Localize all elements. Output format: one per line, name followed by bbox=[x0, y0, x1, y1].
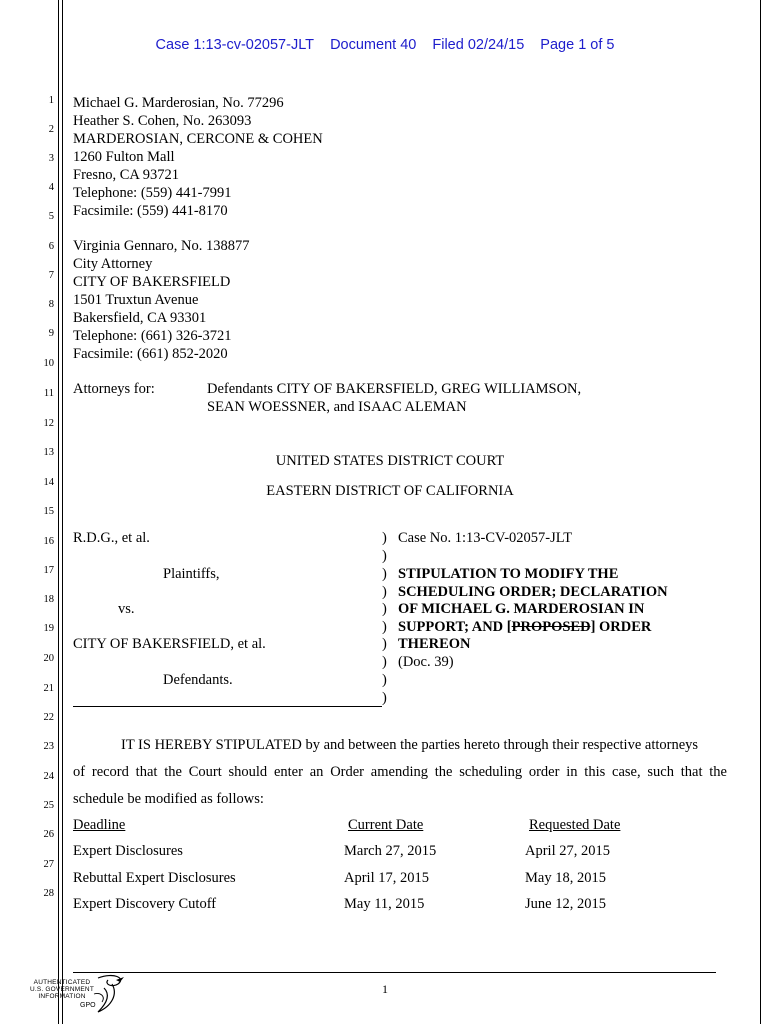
document-title-line: SCHEDULING ORDER; DECLARATION bbox=[398, 584, 668, 600]
table-cell-current: May 11, 2015 bbox=[344, 896, 425, 912]
ecf-header bbox=[0, 37, 770, 53]
table-cell-requested: April 27, 2015 bbox=[525, 843, 610, 859]
caption-paren: ) bbox=[382, 690, 387, 706]
line-number: 23 bbox=[43, 741, 54, 752]
seal-caption bbox=[28, 979, 96, 1000]
counsel-line: Telephone: (559) 441-7991 bbox=[73, 185, 232, 201]
counsel-line: Facsimile: (559) 441-8170 bbox=[73, 203, 228, 219]
table-cell-deadline: Expert Discovery Cutoff bbox=[73, 896, 217, 912]
plaintiff-name: R.D.G., et al. bbox=[73, 530, 150, 546]
attorneys-for-party: SEAN WOESSNER, and ISAAC ALEMAN bbox=[207, 399, 467, 415]
attorneys-for-label: Attorneys for: bbox=[73, 381, 155, 397]
seal-gpo-label: GPO bbox=[80, 1002, 96, 1009]
versus: vs. bbox=[118, 601, 135, 617]
line-number: 5 bbox=[48, 211, 54, 222]
left-margin-rule bbox=[58, 0, 59, 1024]
counsel-line: CITY OF BAKERSFIELD bbox=[73, 274, 231, 290]
table-cell-deadline: Expert Disclosures bbox=[73, 843, 183, 859]
counsel-line: 1501 Truxtun Avenue bbox=[73, 292, 199, 308]
stipulation-text-line: IT IS HEREBY STIPULATED by and between the parties hereto through their respective attorneys bbox=[121, 737, 699, 753]
caption-paren: ) bbox=[382, 601, 387, 617]
seal-text-line: AUTHENTICATED bbox=[33, 979, 91, 986]
counsel-line: Facsimile: (661) 852-2020 bbox=[73, 346, 228, 362]
case-number-caption: Case No. 1:13-CV-02057-JLT bbox=[398, 530, 573, 546]
counsel-line: Telephone: (661) 326-3721 bbox=[73, 328, 232, 344]
title-text: ] ORDER bbox=[590, 619, 652, 635]
line-number: 20 bbox=[43, 653, 54, 664]
footer-rule bbox=[73, 972, 716, 973]
line-number: 14 bbox=[43, 477, 54, 488]
court-district: EASTERN DISTRICT OF CALIFORNIA bbox=[266, 483, 514, 499]
line-number: 25 bbox=[43, 800, 54, 811]
caption-paren: ) bbox=[382, 636, 387, 652]
document-number: Document 40 bbox=[330, 37, 417, 53]
caption-paren: ) bbox=[382, 654, 387, 670]
line-number: 21 bbox=[43, 683, 54, 694]
counsel-line: City Attorney bbox=[73, 256, 153, 272]
line-number: 12 bbox=[43, 418, 54, 429]
counsel-line: Fresno, CA 93721 bbox=[73, 167, 179, 183]
line-number: 22 bbox=[43, 712, 54, 723]
left-margin-rule-inner bbox=[62, 0, 63, 1024]
court-name: UNITED STATES DISTRICT COURT bbox=[275, 453, 505, 469]
counsel-line: Michael G. Marderosian, No. 77296 bbox=[73, 95, 284, 111]
table-cell-current: March 27, 2015 bbox=[344, 843, 437, 859]
counsel-line: Virginia Gennaro, No. 138877 bbox=[73, 238, 250, 254]
caption-paren: ) bbox=[382, 548, 387, 564]
caption-underline bbox=[73, 706, 382, 707]
line-number: 6 bbox=[48, 241, 54, 252]
line-number: 16 bbox=[43, 536, 54, 547]
column-header-current-date: Current Date bbox=[348, 817, 424, 833]
doc-reference: (Doc. 39) bbox=[398, 654, 454, 670]
counsel-line: Heather S. Cohen, No. 263093 bbox=[73, 113, 252, 129]
page-of: Page 1 of 5 bbox=[540, 37, 615, 53]
line-number: 28 bbox=[43, 888, 54, 899]
plaintiffs-label: Plaintiffs, bbox=[163, 566, 220, 582]
seal-text-line: INFORMATION bbox=[38, 993, 86, 1000]
table-cell-requested: May 18, 2015 bbox=[525, 870, 606, 886]
line-number: 11 bbox=[43, 388, 54, 399]
line-number: 10 bbox=[43, 358, 54, 369]
document-title-line: THEREON bbox=[398, 636, 471, 652]
line-number: 1 bbox=[48, 95, 54, 106]
document-title-line bbox=[398, 618, 651, 636]
defendant-name: CITY OF BAKERSFIELD, et al. bbox=[73, 636, 266, 652]
line-number: 18 bbox=[43, 594, 54, 605]
stipulation-text-line: of record that the Court should enter an Order amending the scheduling order in this case, such that the bbox=[73, 764, 727, 780]
caption-paren: ) bbox=[382, 530, 387, 546]
struck-proposed: PROPOSED bbox=[511, 619, 591, 635]
counsel-line: MARDEROSIAN, CERCONE & COHEN bbox=[73, 131, 323, 147]
line-number: 15 bbox=[43, 506, 54, 517]
column-header-deadline: Deadline bbox=[73, 817, 126, 833]
line-number: 26 bbox=[43, 829, 54, 840]
gpo-authentication-seal bbox=[28, 972, 128, 1020]
caption-paren: ) bbox=[382, 584, 387, 600]
line-number: 3 bbox=[48, 153, 54, 164]
counsel-line: 1260 Fulton Mall bbox=[73, 149, 175, 165]
table-cell-requested: June 12, 2015 bbox=[525, 896, 606, 912]
right-margin-rule bbox=[760, 0, 761, 1024]
caption-paren: ) bbox=[382, 566, 387, 582]
line-number: 27 bbox=[43, 859, 54, 870]
document-title-line: OF MICHAEL G. MARDEROSIAN IN bbox=[398, 601, 645, 617]
title-text: SUPPORT; AND [ bbox=[398, 619, 512, 635]
page-number: 1 bbox=[382, 982, 388, 996]
line-number: 8 bbox=[48, 299, 54, 310]
line-number: 7 bbox=[48, 270, 54, 281]
seal-text-line: U.S. GOVERNMENT bbox=[29, 986, 95, 993]
document-title-line: STIPULATION TO MODIFY THE bbox=[398, 566, 619, 582]
table-cell-deadline: Rebuttal Expert Disclosures bbox=[73, 870, 236, 886]
line-number: 13 bbox=[43, 447, 54, 458]
line-number: 17 bbox=[43, 565, 54, 576]
column-header-requested-date: Requested Date bbox=[529, 817, 621, 833]
line-number: 24 bbox=[43, 771, 54, 782]
caption-paren: ) bbox=[382, 672, 387, 688]
line-number: 19 bbox=[43, 623, 54, 634]
table-cell-current: April 17, 2015 bbox=[344, 870, 429, 886]
defendants-label: Defendants. bbox=[163, 672, 233, 688]
case-number: Case 1:13-cv-02057-JLT bbox=[155, 37, 315, 53]
filed-date: Filed 02/24/15 bbox=[432, 37, 525, 53]
attorneys-for-party: Defendants CITY OF BAKERSFIELD, GREG WILLIAMSON, bbox=[207, 381, 582, 397]
line-number: 2 bbox=[48, 124, 54, 135]
counsel-line: Bakersfield, CA 93301 bbox=[73, 310, 207, 326]
caption-paren: ) bbox=[382, 619, 387, 635]
stipulation-text-line: schedule be modified as follows: bbox=[73, 791, 264, 807]
line-number: 4 bbox=[48, 182, 54, 193]
line-number: 9 bbox=[48, 328, 54, 339]
